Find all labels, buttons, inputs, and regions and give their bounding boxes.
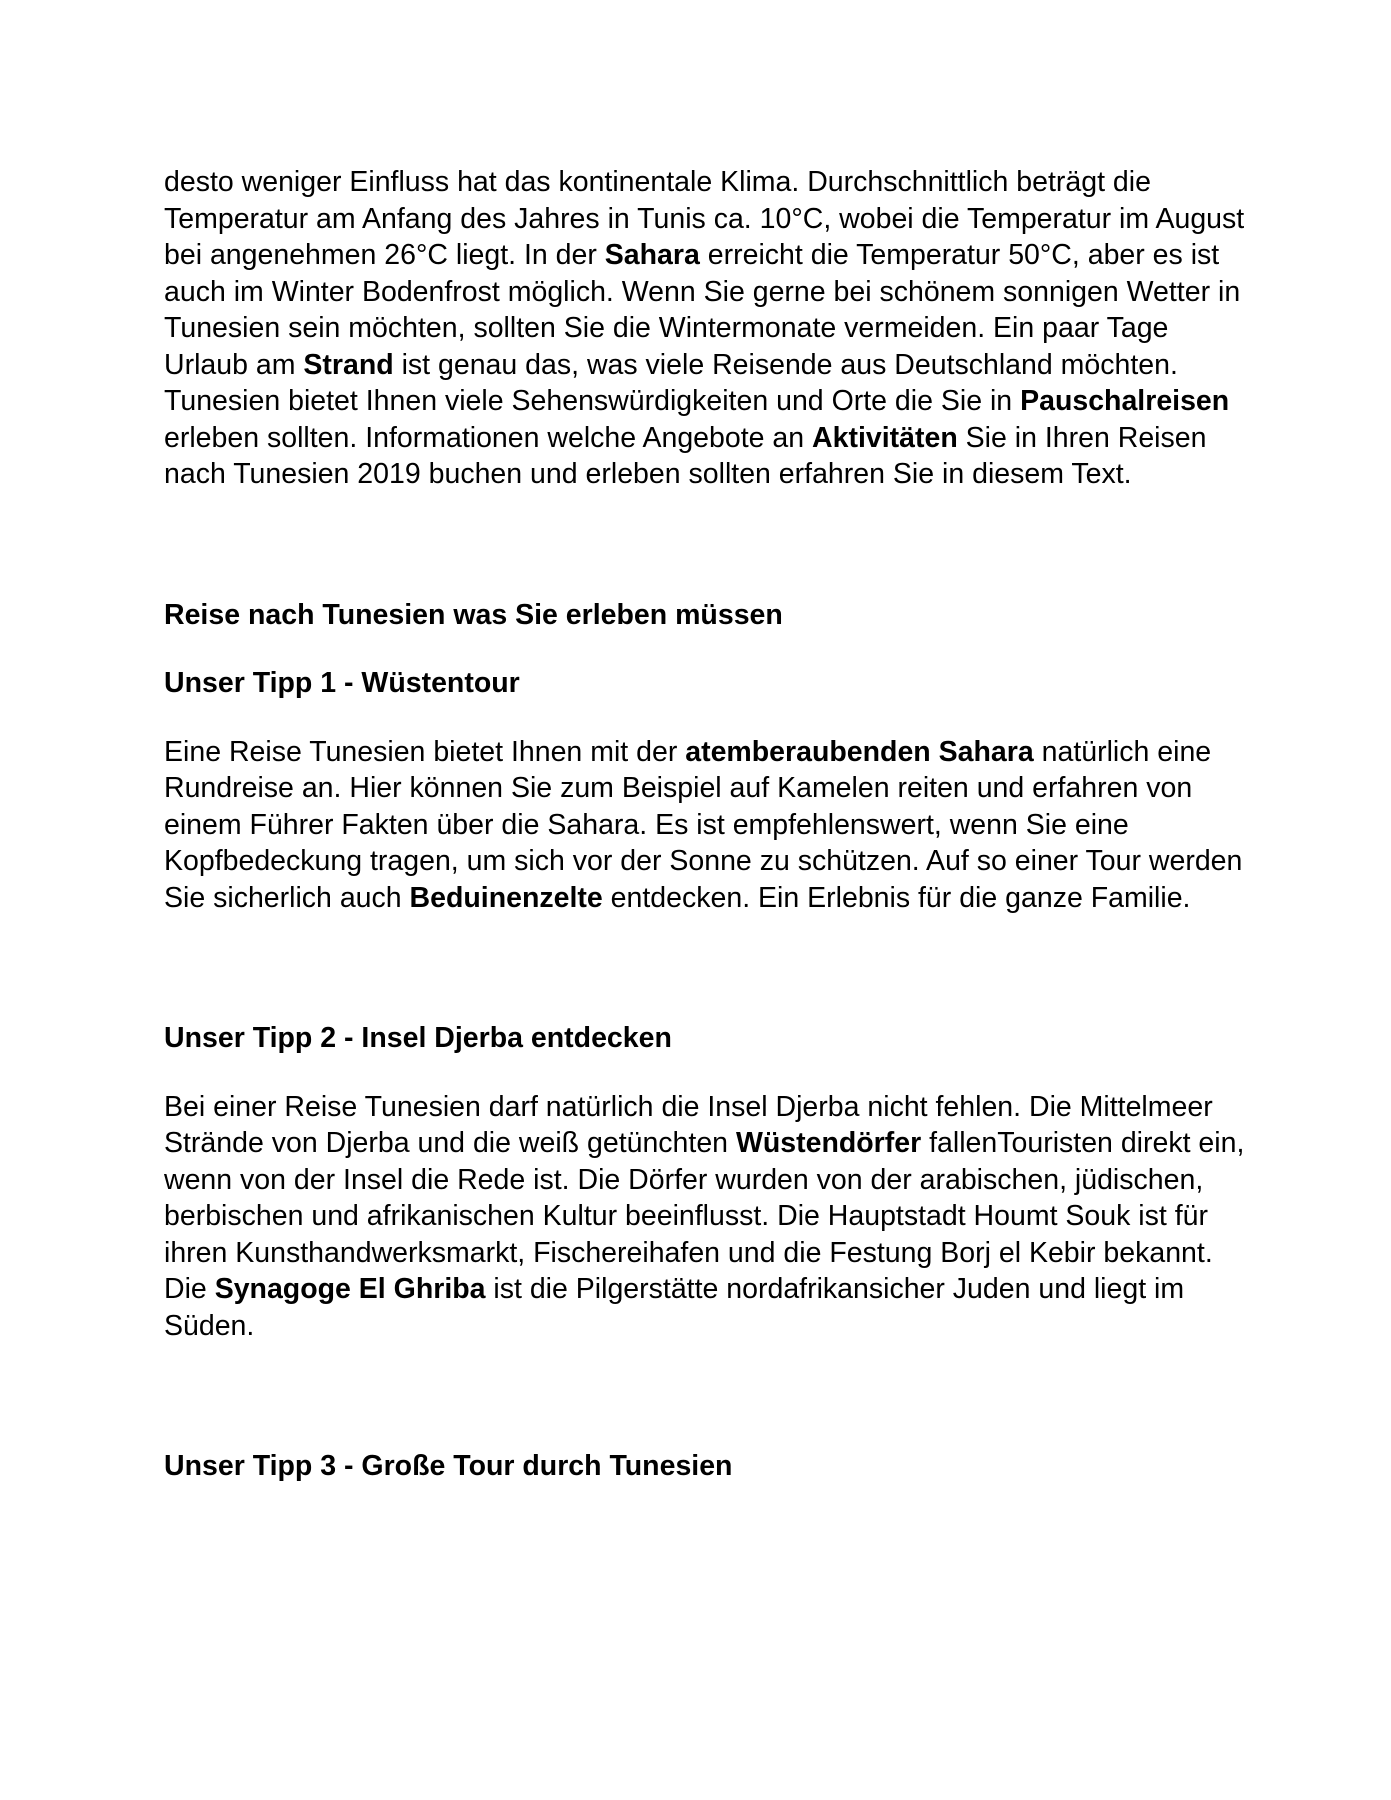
- section-heading-main: Reise nach Tunesien was Sie erleben müssen: [164, 598, 783, 631]
- document-content: [164, 164, 1254, 1485]
- tip3-heading: Unser Tipp 3 - Große Tour durch Tunesien: [164, 1450, 733, 1482]
- text-run: erreicht die Temperatur 50°C, aber es ist auch im Winter Bodenfrost möglich. Wenn Sie gerne bei schönem sonnigen Wetter in Tunesien sein möchten, sollten Sie die Wintermonate vermeiden. Ein paar Tage Urlaub am: [164, 239, 1241, 381]
- text-run: ist die Pilgerstätte nordafrikansicher Juden und liegt im Süden.: [164, 1273, 1185, 1342]
- bold-keyword: Strand: [303, 348, 394, 381]
- text-run: Eine Reise Tunesien bietet Ihnen mit der: [164, 735, 686, 768]
- bold-keyword: Wüstendörfer: [735, 1127, 922, 1159]
- tip1-heading: Unser Tipp 1 - Wüstentour: [164, 667, 520, 699]
- bold-keyword: Beduinenzelte: [409, 881, 603, 914]
- bold-keyword: Aktivitäten: [812, 421, 958, 454]
- text-run: ist genau das, was viele Reisende aus Deutschland möchten. Tunesien bietet Ihnen viele Sehenswürdigkeiten und Orte die Sie in: [164, 348, 1178, 417]
- text-run: Bei einer Reise Tunesien darf natürlich die Insel Djerba nicht fehlen. Die Mittelmeer Strände von Djerba und die weiß getünchten: [164, 1090, 1213, 1159]
- tip2-paragraph: [164, 1089, 1254, 1345]
- bold-keyword: Pauschalreisen: [1020, 385, 1230, 417]
- bold-keyword: Synagoge El Ghriba: [214, 1273, 486, 1305]
- text-run: fallenTouristen direkt ein, wenn von der Insel die Rede ist. Die Dörfer wurden von der arabischen, jüdischen, berbischen und afrikanischen Kultur beeinflusst. Die Hauptstadt Houmt Souk ist für ihren Kunsthandwerksmarkt, Fischereihafen und die Festung Borj el Kebir bekannt. Die: [164, 1127, 1245, 1305]
- tip2-heading: Unser Tipp 2 - Insel Djerba entdecken: [164, 1022, 672, 1054]
- bold-keyword: Sahara: [604, 239, 700, 271]
- intro-paragraph: [164, 164, 1254, 493]
- text-run: Sie in Ihren Reisen nach Tunesien 2019 buchen und erleben sollten erfahren Sie in diesem Text.: [164, 421, 1207, 490]
- text-run: entdecken. Ein Erlebnis für die ganze Familie.: [602, 881, 1191, 914]
- tip1-paragraph: [164, 734, 1254, 917]
- text-run: natürlich eine Rundreise an. Hier können Sie zum Beispiel auf Kamelen reiten und erfahren von einem Führer Fakten über die Sahara. Es ist empfehlenswert, wenn Sie eine Kopfbedeckung tragen, um sich vor der Sonne zu schützen. Auf so einer Tour werden Sie sicherlich auch: [164, 735, 1243, 914]
- text-run: desto weniger Einfluss hat das kontinentale Klima. Durchschnittlich beträgt die Temperatur am Anfang des Jahres in Tunis ca. 10°C, wobei die Temperatur im August bei angenehmen 26°C liegt. In der: [164, 166, 1245, 271]
- bold-keyword: atemberaubenden Sahara: [685, 735, 1034, 768]
- text-run: erleben sollten. Informationen welche Angebote an: [164, 421, 813, 454]
